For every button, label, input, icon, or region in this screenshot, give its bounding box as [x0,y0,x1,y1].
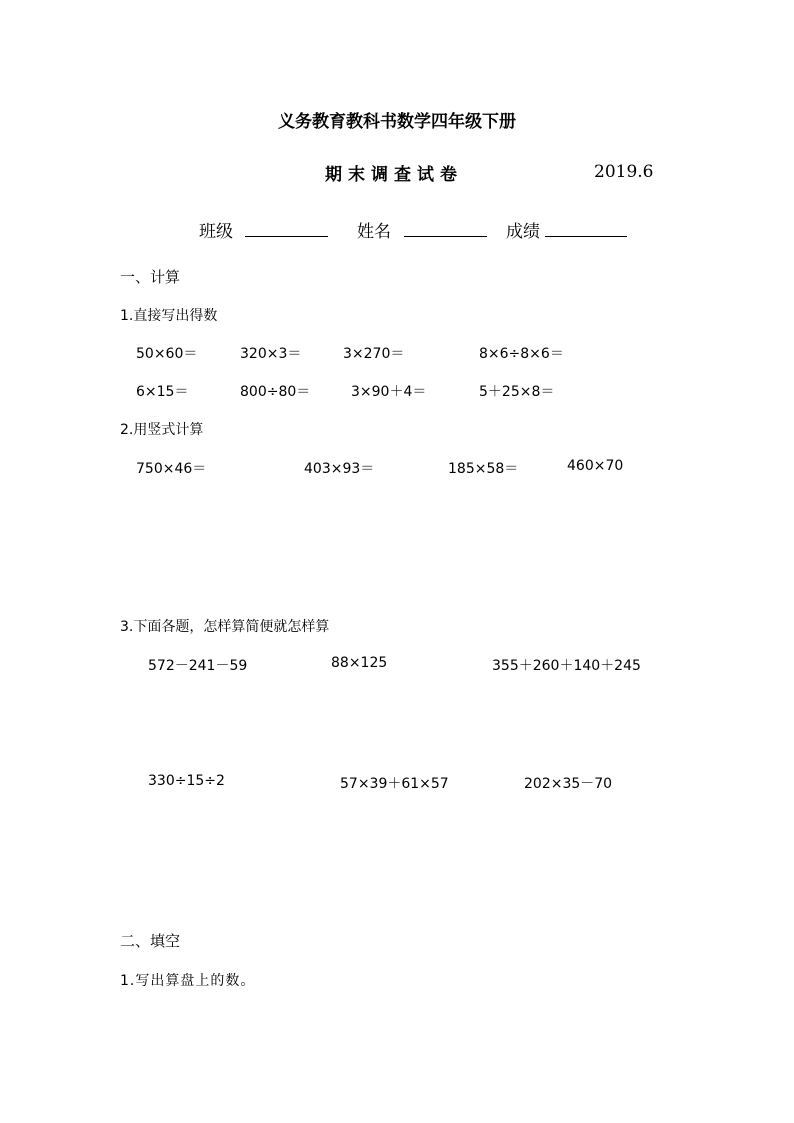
q1-row1-item-3: 3×270＝ [343,346,405,362]
q2-item-4: 460×70 [567,458,624,474]
name-blank[interactable] [404,236,487,237]
q1-row2-item-3: 3×90＋4＝ [351,384,427,400]
q2-item-3: 185×58＝ [448,461,519,477]
q2-label: 2.用竖式计算 [120,422,204,438]
q3-label: 3.下面各题，怎样算简便就怎样算 [120,619,330,635]
q1-label: 1.直接写出得数 [120,308,218,324]
q1-row1-item-2: 320×3＝ [240,346,302,362]
score-label: 成绩 [506,222,540,242]
q3-row1-item-2: 88×125 [331,655,388,671]
q2-item-1: 750×46＝ [136,461,207,477]
q1-row2-item-2: 800÷80＝ [240,384,311,400]
class-blank[interactable] [245,236,328,237]
section1-heading: 一、计算 [120,268,181,286]
section2-heading: 二、填空 [120,932,181,950]
name-label: 姓名 [357,222,391,242]
exam-subtitle: 期末调查试卷 [325,165,463,185]
q1-row1-item-1: 50×60＝ [136,346,198,362]
exam-date: 2019.6 [594,162,654,182]
q3-row1-item-1: 572－241－59 [148,658,248,674]
section2-q1-label: 1.写出算盘上的数。 [120,973,256,989]
q3-row2-item-2: 57×39＋61×57 [340,776,449,792]
page-title: 义务教育教科书数学四年级下册 [278,112,516,132]
class-label: 班级 [199,222,233,242]
q1-row2-item-4: 5＋25×8＝ [479,384,555,400]
q2-item-2: 403×93＝ [304,461,375,477]
q3-row1-item-3: 355＋260＋140＋245 [492,658,641,674]
q1-row1-item-4: 8×6÷8×6＝ [479,346,564,362]
q3-row2-item-1: 330÷15÷2 [148,773,225,789]
q1-row2-item-1: 6×15＝ [136,384,189,400]
score-blank[interactable] [545,236,627,237]
q3-row2-item-3: 202×35－70 [524,776,613,792]
